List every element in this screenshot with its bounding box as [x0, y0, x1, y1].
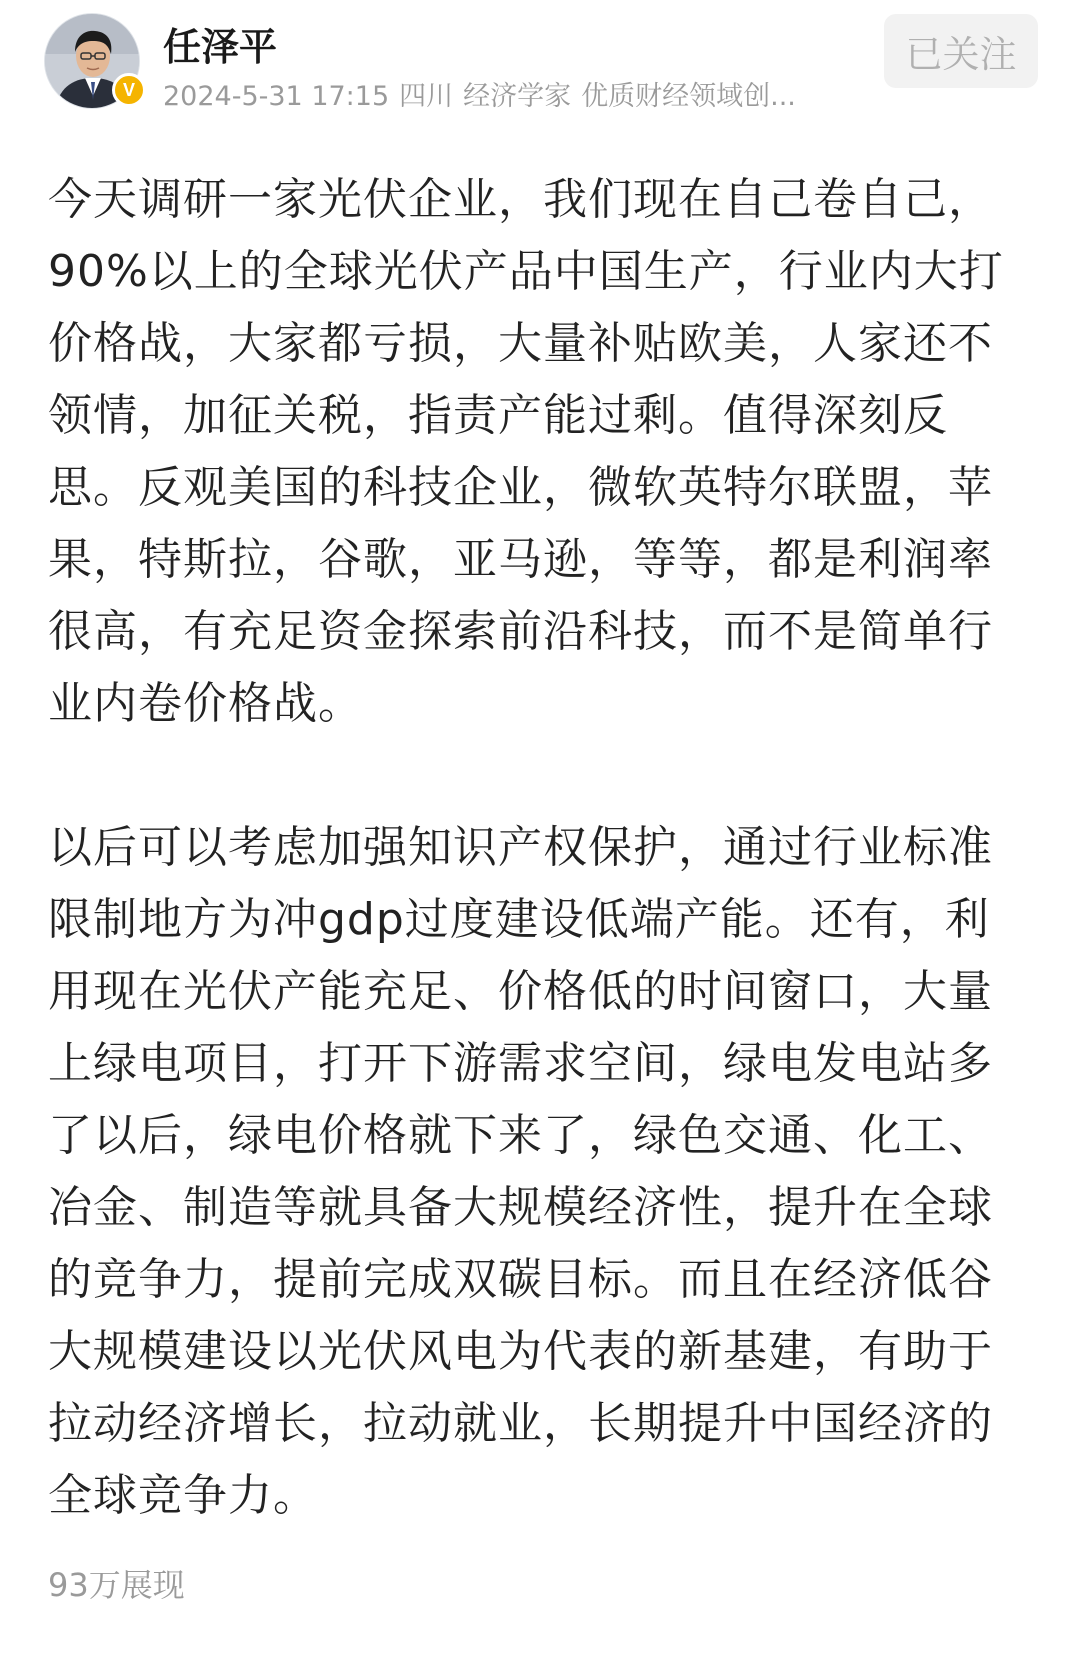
post-content [48, 164, 1012, 1532]
author-tag: 优质财经领域创... [581, 81, 796, 112]
post-meta [163, 74, 853, 113]
verified-v-icon: V [112, 73, 146, 107]
post-header [0, 0, 1080, 130]
author-title: 经济学家 [463, 81, 572, 112]
follow-button[interactable]: 已关注 [884, 14, 1038, 88]
post-time: 2024-5-31 17:15 [163, 81, 390, 112]
post-paragraph: 今天调研一家光伏企业，我们现在自己卷自己，90%以上的全球光伏产品中国生产，行业内大打价格战，大家都亏损，大量补贴欧美，人家还不领情，加征关税，指责产能过剩。值得深刻反思。反观美国的科技企业，微软英特尔联盟，苹果，特斯拉，谷歌，亚马逊，等等，都是利润率很高，有充足资金探索前沿科技，而不是简单行业内卷价格战。 [48, 174, 1004, 729]
post-paragraph: 以后可以考虑加强知识产权保护，通过行业标准限制地方为冲gdp过度建设低端产能。还有，利用现在光伏产能充足、价格低的时间窗口，大量上绿电项目，打开下游需求空间，绿电发电站多了以后，绿电价格就下来了，绿色交通、化工、冶金、制造等就具备大规模经济性，提升在全球的竞争力，提前完成双碳目标。而且在经济低谷大规模建设以光伏风电为代表的新基建，有助于拉动经济增长，拉动就业，长期提升中国经济的全球竞争力。 [48, 822, 993, 1521]
author-avatar[interactable] [44, 13, 140, 109]
post-location: 四川 [399, 81, 454, 112]
author-name[interactable]: 任泽平 [163, 25, 278, 69]
view-count: 93万展现 [48, 1566, 185, 1604]
